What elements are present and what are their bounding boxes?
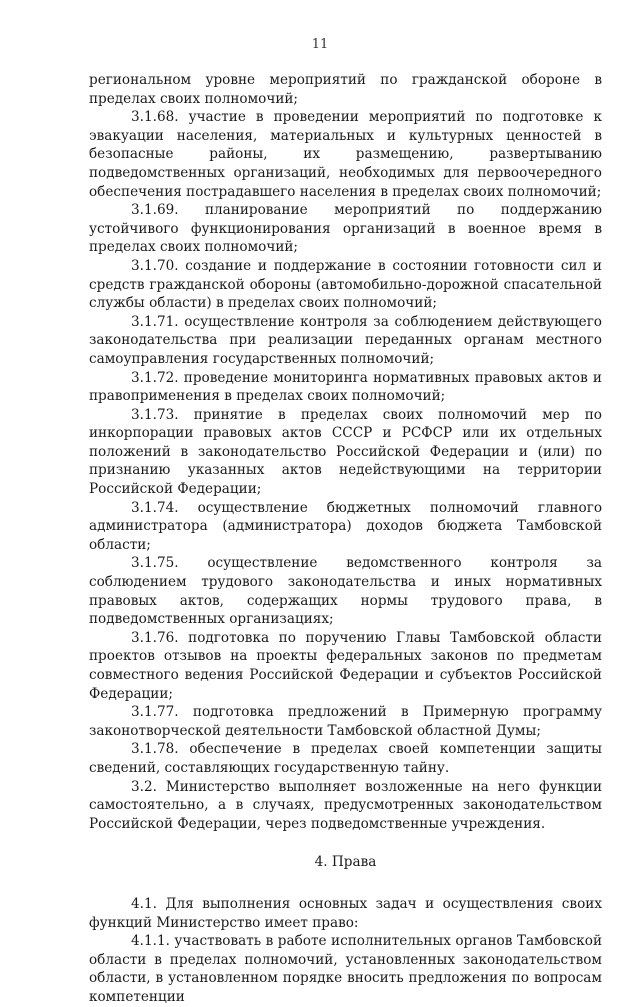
document-body: [89, 71, 602, 1007]
paragraph-3-1-75: 3.1.75. осуществление ведомственного контроля за соблюдением трудового законодательства и иных нормативных правовых актов, содержащих нормы трудового права, в подведомственных организациях;: [89, 555, 602, 628]
paragraph-4-1-1: 4.1.1. участвовать в работе исполнительных органов Тамбовской области в пределах полномочий, установленных законодательством области, в установленном порядке вносить предложения по вопросам компетенции: [89, 933, 602, 1005]
paragraph-3-1-72: 3.1.72. проведение мониторинга нормативных правовых актов и правоприменения в пределах своих полномочий;: [89, 369, 602, 405]
paragraph-3-1-73: 3.1.73. принятие в пределах своих полномочий мер по инкорпорации правовых актов СССР и РСФСР или их отдельных положений в законодательство Российской Федерации и (или) по признанию указанных актов недействующими на территории Российской Федерации;: [89, 406, 602, 498]
paragraph-3-1-77: 3.1.77. подготовка предложений в Примерную программу законотворческой деятельности Тамбовской областной Думы;: [89, 704, 602, 739]
paragraph-3-1-70: 3.1.70. создание и поддержание в состоянии готовности сил и средств гражданской обороны (автомобильно-дорожной спасательной службы области) в пределах своих полномочий;: [89, 257, 602, 312]
section-heading: 4. Права: [314, 854, 377, 871]
paragraph-3-1-76: 3.1.76. подготовка по поручению Главы Тамбовской области проектов отзывов на проекты федеральных законов по предметам совместного ведения Российской Федерации и субъектов Российской Федерации;: [89, 629, 602, 702]
paragraph-3-1-68: 3.1.68. участие в проведении мероприятий по подготовке к эвакуации населения, материальных и культурных ценностей в безопасные районы, их размещению, развертыванию подведомственных организаций, необходимых для первоочередного обеспечения пострадавшего населения в пределах своих полномочий;: [89, 109, 602, 200]
paragraph-continuation: региональном уровне мероприятий по гражданской обороне в пределах своих полномочий;: [89, 72, 602, 107]
page-number: 11: [311, 37, 329, 52]
paragraph-4-1: 4.1. Для выполнения основных задач и осуществления своих функций Министерство имеет право:: [89, 895, 602, 931]
paragraph-3-1-71: 3.1.71. осуществление контроля за соблюдением действующего законодательства при реализации переданных органам местного самоуправления государственных полномочий;: [89, 313, 602, 367]
paragraph-3-1-74: 3.1.74. осуществление бюджетных полномочий главного администратора (администратора) доходов бюджета Тамбовской области;: [89, 499, 602, 553]
paragraph-3-2: 3.2. Министерство выполняет возложенные на него функции самостоятельно, а в случаях, предусмотренных законодательством Российской Федерации, через подведомственные учреждения.: [89, 778, 602, 832]
paragraph-3-1-69: 3.1.69. планирование мероприятий по поддержанию устойчивого функционирования организаций в военное время в пределах своих полномочий;: [89, 202, 602, 256]
paragraph-3-1-78: 3.1.78. обеспечение в пределах своей компетенции защиты сведений, составляющих государственную тайну.: [89, 741, 602, 776]
